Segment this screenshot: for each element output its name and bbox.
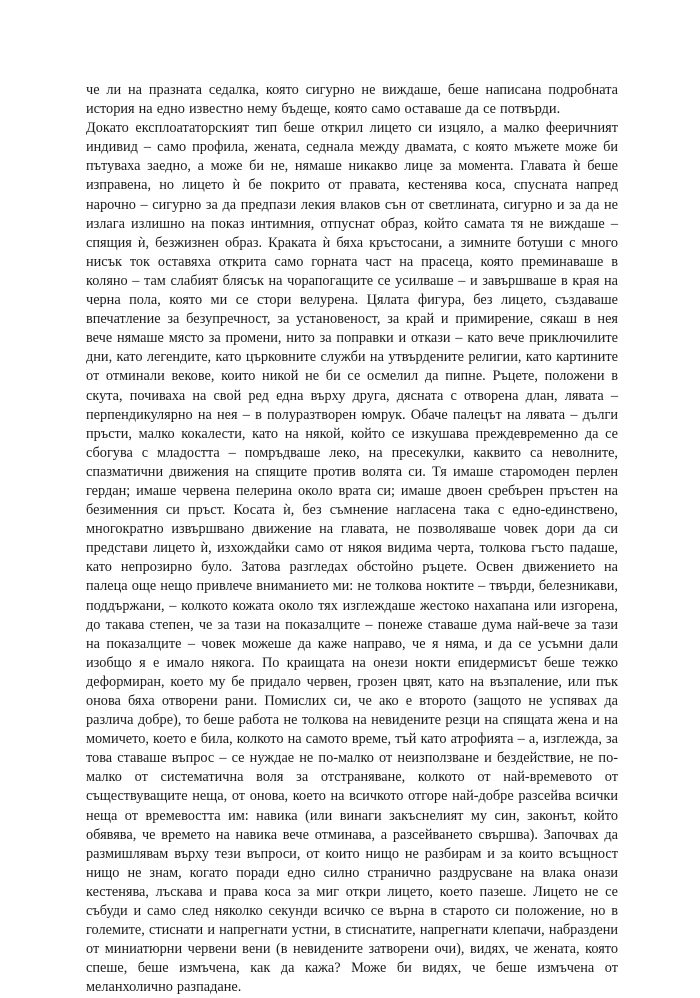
paragraph-continuation: че ли на празната седалка, която сигурно не виждаше, беше написана подробната история на едно известно нему бъдеще, която само оставаше да се потвърди.	[86, 82, 618, 118]
body-text	[86, 81, 618, 998]
paragraph-main: Докато експлоататорският тип беше открил лицето си изцяло, а малко фееричният индивид – само профила, жената, седнала между двамата, с която мъжете може би пътуваха заедно, а може би не, нямаше никакво лице за момента. Главата ѝ беше изправена, но лицето ѝ бе покрито от правата, кестенява коса, спусната напред нарочно – сигурно за да предпази лекия влаков сън от светлината, сигурно и за да не излага излишно на показ интимния, отпуснат образ, който самата тя не виждаше – спящия ѝ, безжизнен образ. Краката ѝ бяха кръстосани, а зимните ботуши с много нисък ток оставяха открита само горната част на прасеца, която преминаваше в коляно – там слабият блясък на чорапогащите се усилваше – и завършваше в края на черна пола, която ми се стори велурена. Цялата фигура, без лицето, създаваше впечатление за безупречност, за установеност, за край и примирение, сякаш в нея вече нямаше място за промени, нито за поправки и откази – като вече приключилите дни, като легендите, като църковните служби на утвърдените религии, като картините от отминали векове, които никой не би се осмелил да пипне. Ръцете, положени в скута, почиваха на свой ред една върху друга, дясната с отворена длан, лявата – перпендикулярно на нея – в полуразтворен юмрук. Обаче палецът на лявата – дълги пръсти, малко кокалести, като на някой, който се изкушава преждевременно да се сбогува с младостта – помръдваше леко, на пресекулки, каквито са неволните, спазматични движения на спящите против волята си. Тя имаше старомоден перлен гердан; имаше червена пелерина около врата си; имаше двоен сребърен пръстен на безименния си пръст. Косата ѝ, без съмнение нагласена така с едно-единствено, многократно извършвано движение на главата, не позволяваше човек дори да си представи лицето ѝ, изхождайки само от някоя видима черта, толкова гъсто падаше, като непрозирно було. Затова разгледах обстойно ръцете. Освен движението на палеца още нещо привлече вниманието ми: не толкова ноктите – твърди, белезникави, поддържани, – колкото кожата около тях изглеждаше жестоко нахапана или изгорена, до такава степен, че за тази на показалците – понеже ставаше дума най-вече за тази на показалците – човек можеше да каже направо, че я няма, и да се усъмни дали изобщо я е имало някога. По краищата на онези нокти епидермисът беше тежко деформиран, което му бе придало червен, грозен цвят, като на възпаление, или пък онова бяха отворени рани. Помислих си, че ако е второто (защото не успявах да различа добре), то беше работа не толкова на невидените резци на спящата жена и на момичето, което е била, колкото на самото време, тъй като атрофията – а, изглежда, за това ставаше въпрос – се нуждае не по-малко от неизползване и бездействие, не по-малко от систематична воля за отстраняване, колкото от най-времевото от съществуващите неща, от онова, което на всичкото отгоре най-добре разсейва всички неща от времевостта им: навика (или винаги закъснелият му син, законът, който обявява, че времето на навика вече отминава, а разсейването свършва). Започвах да размишлявам върху тези въпроси, от които нищо не разбирам и за които всъщност нищо не знам, когато поради едно силно странично раздрусване на влака онази кестенява, лъскава и права коса за миг откри лицето, което пазеше. Лицето не се събуди и само след няколко секунди всичко се върна в старото си положение, но в големите, стиснати и напрегнати устни, в стиснатите, напрегнати клепачи, набраздени от миниатюрни червени вени (в невидените затворени очи), видях, че жената, която спеше, беше измъчена, как да кажа? Може би видях, че беше измъчена от меланхолично разпадане.	[86, 120, 618, 996]
